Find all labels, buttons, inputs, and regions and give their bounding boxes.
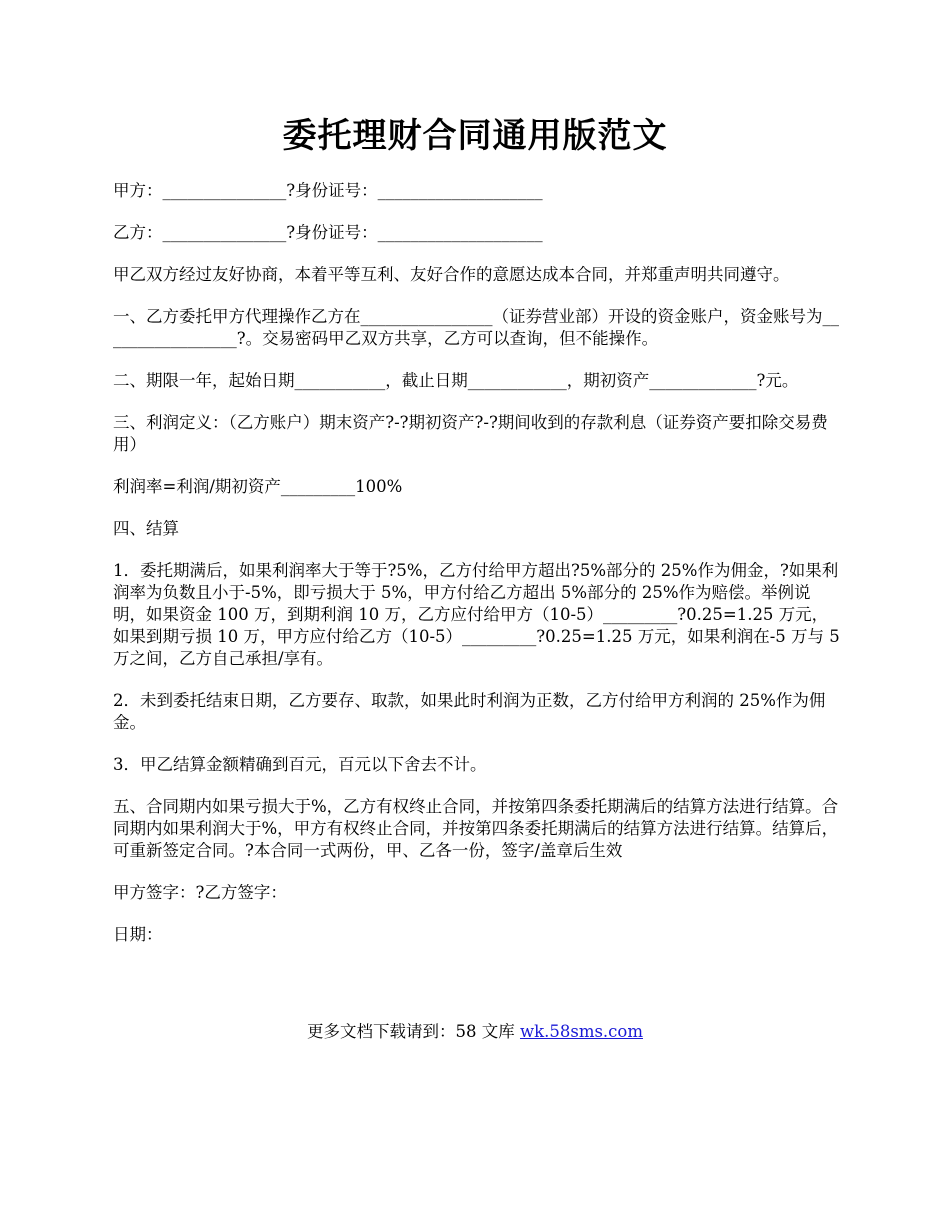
document-title: 委托理财合同通用版范文 <box>282 116 668 156</box>
clause-4-heading: 四、结算 <box>113 519 179 538</box>
profit-rate-line: 利润率=利润/期初资产_________100% <box>113 477 403 496</box>
document-body <box>113 180 846 966</box>
clause-2-paragraph: 二、期限一年，起始日期___________，截止日期____________，期初资产_____________?元。 <box>113 371 799 390</box>
party-b-line: 乙方：_______________?身份证号：____________________ <box>113 223 543 242</box>
party-a-line: 甲方：_______________?身份证号：____________________ <box>113 181 543 200</box>
footer-text: 更多文档下载请到：58 文库 <box>306 1022 520 1041</box>
preamble-paragraph: 甲乙双方经过友好协商，本着平等互利、友好合作的意愿达成本合同，并郑重声明共同遵守。 <box>113 265 790 284</box>
signature-line: 甲方签字：?乙方签字： <box>113 883 287 902</box>
settlement-item-1: 1．委托期满后，如果利润率大于等于?5%，乙方付给甲方超出?5%部分的 25%作为佣金，?如果利润率为负数且小于-5%，即亏损大于 5%，甲方付给乙方超出 5%部分的 25%作为赔偿。举例说明，如果资金 100 万，到期利润 10 万，乙方应付给甲方（10-5）_________?0.25=1.25 万元，如果到期亏损 10 万，甲方应付给乙方（10-5）_________?0.25=1.25 万元，如果利润在-5 万与 5 万之间，乙方自己承担/享有。 <box>113 561 846 668</box>
clause-3-paragraph: 三、利润定义：（乙方账户）期末资产?-?期初资产?-?期间收到的存款利息（证券资产要扣除交易费用） <box>113 413 828 454</box>
date-line: 日期： <box>113 925 163 944</box>
settlement-item-2: 2．未到委托结束日期，乙方要存、取款，如果此时利润为正数，乙方付给甲方利润的 25%作为佣金。 <box>113 691 826 732</box>
download-footer <box>0 1021 950 1043</box>
clause-5-paragraph: 五、合同期内如果亏损大于%，乙方有权终止合同，并按第四条委托期满后的结算方法进行结算。合同期内如果利润大于%，甲方有权终止合同，并按第四条委托期满后的结算方法进行结算。结算后，可重新签定合同。?本合同一式两份，甲、乙各一份，签字/盖章后生效 <box>113 797 839 860</box>
clause-1-paragraph: 一、乙方委托甲方代理操作乙方在________________（证券营业部）开设的资金账户，资金账号为_________________?。交易密码甲乙双方共享，乙方可以查询，但不能操作。 <box>113 307 839 348</box>
footer-link[interactable]: wk.58sms.com <box>519 1022 643 1041</box>
settlement-item-3: 3．甲乙结算金额精确到百元，百元以下舍去不计。 <box>113 755 487 774</box>
